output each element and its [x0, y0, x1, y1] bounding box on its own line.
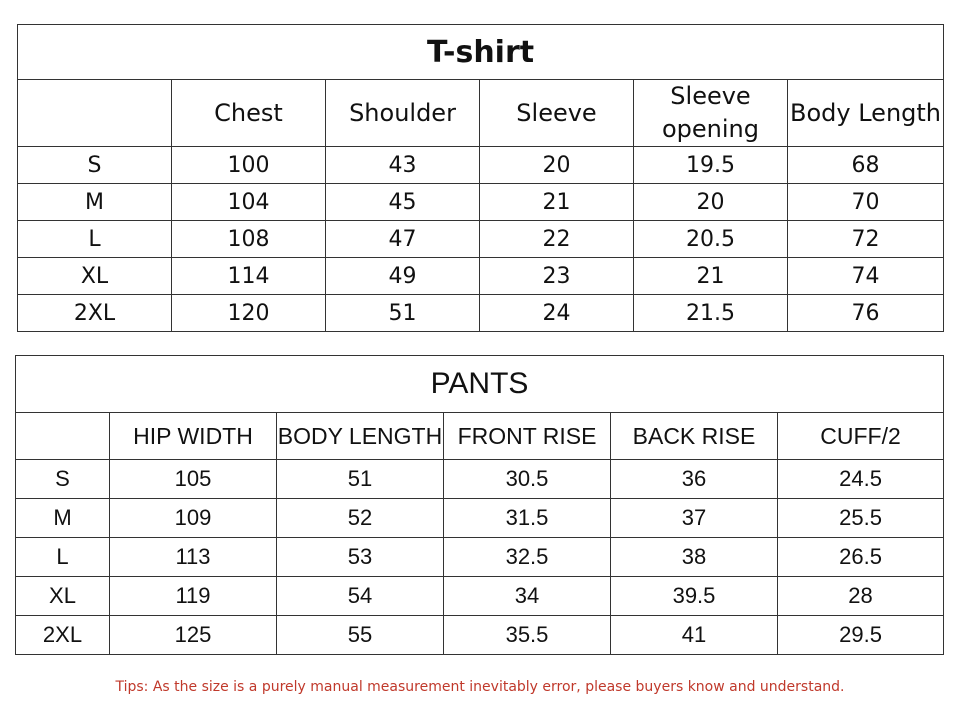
- tshirt-row-s: [18, 147, 944, 184]
- cuff-cell: 25.5: [778, 499, 944, 538]
- back-rise-cell: 36: [611, 460, 778, 499]
- body-length-cell: 76: [788, 295, 944, 332]
- pants-header-hip-width: HIP WIDTH: [110, 413, 277, 460]
- chest-cell: 104: [172, 184, 326, 221]
- chest-cell: 108: [172, 221, 326, 258]
- body-length-cell: 54: [277, 577, 444, 616]
- shoulder-cell: 49: [326, 258, 480, 295]
- cuff-cell: 26.5: [778, 538, 944, 577]
- sleeve-cell: 23: [480, 258, 634, 295]
- tshirt-header-shoulder: Shoulder: [326, 80, 480, 147]
- size-cell: 2XL: [18, 295, 172, 332]
- back-rise-cell: 41: [611, 616, 778, 655]
- hip-width-cell: 109: [110, 499, 277, 538]
- sleeve-cell: 24: [480, 295, 634, 332]
- body-length-cell: 68: [788, 147, 944, 184]
- hip-width-cell: 113: [110, 538, 277, 577]
- body-length-cell: 53: [277, 538, 444, 577]
- size-cell: M: [18, 184, 172, 221]
- body-length-cell: 55: [277, 616, 444, 655]
- sleeve-opening-cell: 20.5: [634, 221, 788, 258]
- tshirt-header-body-length: Body Length: [788, 80, 944, 147]
- size-cell: XL: [18, 258, 172, 295]
- chest-cell: 114: [172, 258, 326, 295]
- front-rise-cell: 30.5: [444, 460, 611, 499]
- tshirt-row-m: [18, 184, 944, 221]
- sleeve-cell: 22: [480, 221, 634, 258]
- sleeve-opening-cell: 20: [634, 184, 788, 221]
- back-rise-cell: 38: [611, 538, 778, 577]
- body-length-cell: 51: [277, 460, 444, 499]
- tshirt-row-2xl: [18, 295, 944, 332]
- sleeve-opening-cell: 19.5: [634, 147, 788, 184]
- pants-table-title: PANTS: [16, 356, 944, 413]
- hip-width-cell: 119: [110, 577, 277, 616]
- pants-size-table: [15, 355, 944, 655]
- sleeve-opening-cell: 21: [634, 258, 788, 295]
- size-cell: XL: [16, 577, 110, 616]
- size-cell: L: [18, 221, 172, 258]
- sleeve-cell: 21: [480, 184, 634, 221]
- size-cell: 2XL: [16, 616, 110, 655]
- pants-header-back-rise: BACK RISE: [611, 413, 778, 460]
- tshirt-row-l: [18, 221, 944, 258]
- tshirt-table-title: T-shirt: [18, 25, 944, 80]
- pants-header-corner: [16, 413, 110, 460]
- size-cell: S: [16, 460, 110, 499]
- pants-header-body-length: BODY LENGTH: [277, 413, 444, 460]
- size-cell: M: [16, 499, 110, 538]
- shoulder-cell: 45: [326, 184, 480, 221]
- size-cell: L: [16, 538, 110, 577]
- pants-row-l: [16, 538, 944, 577]
- tshirt-header-sleeve: Sleeve: [480, 80, 634, 147]
- hip-width-cell: 125: [110, 616, 277, 655]
- hip-width-cell: 105: [110, 460, 277, 499]
- tshirt-header-corner: [18, 80, 172, 147]
- cuff-cell: 24.5: [778, 460, 944, 499]
- pants-header-cuff: CUFF/2: [778, 413, 944, 460]
- shoulder-cell: 43: [326, 147, 480, 184]
- pants-row-2xl: [16, 616, 944, 655]
- shoulder-cell: 51: [326, 295, 480, 332]
- tshirt-header-chest: Chest: [172, 80, 326, 147]
- shoulder-cell: 47: [326, 221, 480, 258]
- pants-header-row: [16, 413, 944, 460]
- cuff-cell: 29.5: [778, 616, 944, 655]
- pants-row-s: [16, 460, 944, 499]
- cuff-cell: 28: [778, 577, 944, 616]
- tshirt-header-sleeve-opening: Sleeve opening: [634, 80, 788, 147]
- front-rise-cell: 32.5: [444, 538, 611, 577]
- sleeve-cell: 20: [480, 147, 634, 184]
- back-rise-cell: 39.5: [611, 577, 778, 616]
- body-length-cell: 74: [788, 258, 944, 295]
- body-length-cell: 72: [788, 221, 944, 258]
- front-rise-cell: 31.5: [444, 499, 611, 538]
- tshirt-header-row: [18, 80, 944, 147]
- pants-row-m: [16, 499, 944, 538]
- front-rise-cell: 34: [444, 577, 611, 616]
- tshirt-row-xl: [18, 258, 944, 295]
- measurement-tips-note: Tips: As the size is a purely manual measurement inevitably error, please buyers know and understand.: [115, 679, 845, 695]
- size-cell: S: [18, 147, 172, 184]
- pants-header-front-rise: FRONT RISE: [444, 413, 611, 460]
- back-rise-cell: 37: [611, 499, 778, 538]
- front-rise-cell: 35.5: [444, 616, 611, 655]
- tshirt-size-table: [17, 24, 944, 332]
- sleeve-opening-cell: 21.5: [634, 295, 788, 332]
- body-length-cell: 52: [277, 499, 444, 538]
- body-length-cell: 70: [788, 184, 944, 221]
- chest-cell: 120: [172, 295, 326, 332]
- pants-row-xl: [16, 577, 944, 616]
- chest-cell: 100: [172, 147, 326, 184]
